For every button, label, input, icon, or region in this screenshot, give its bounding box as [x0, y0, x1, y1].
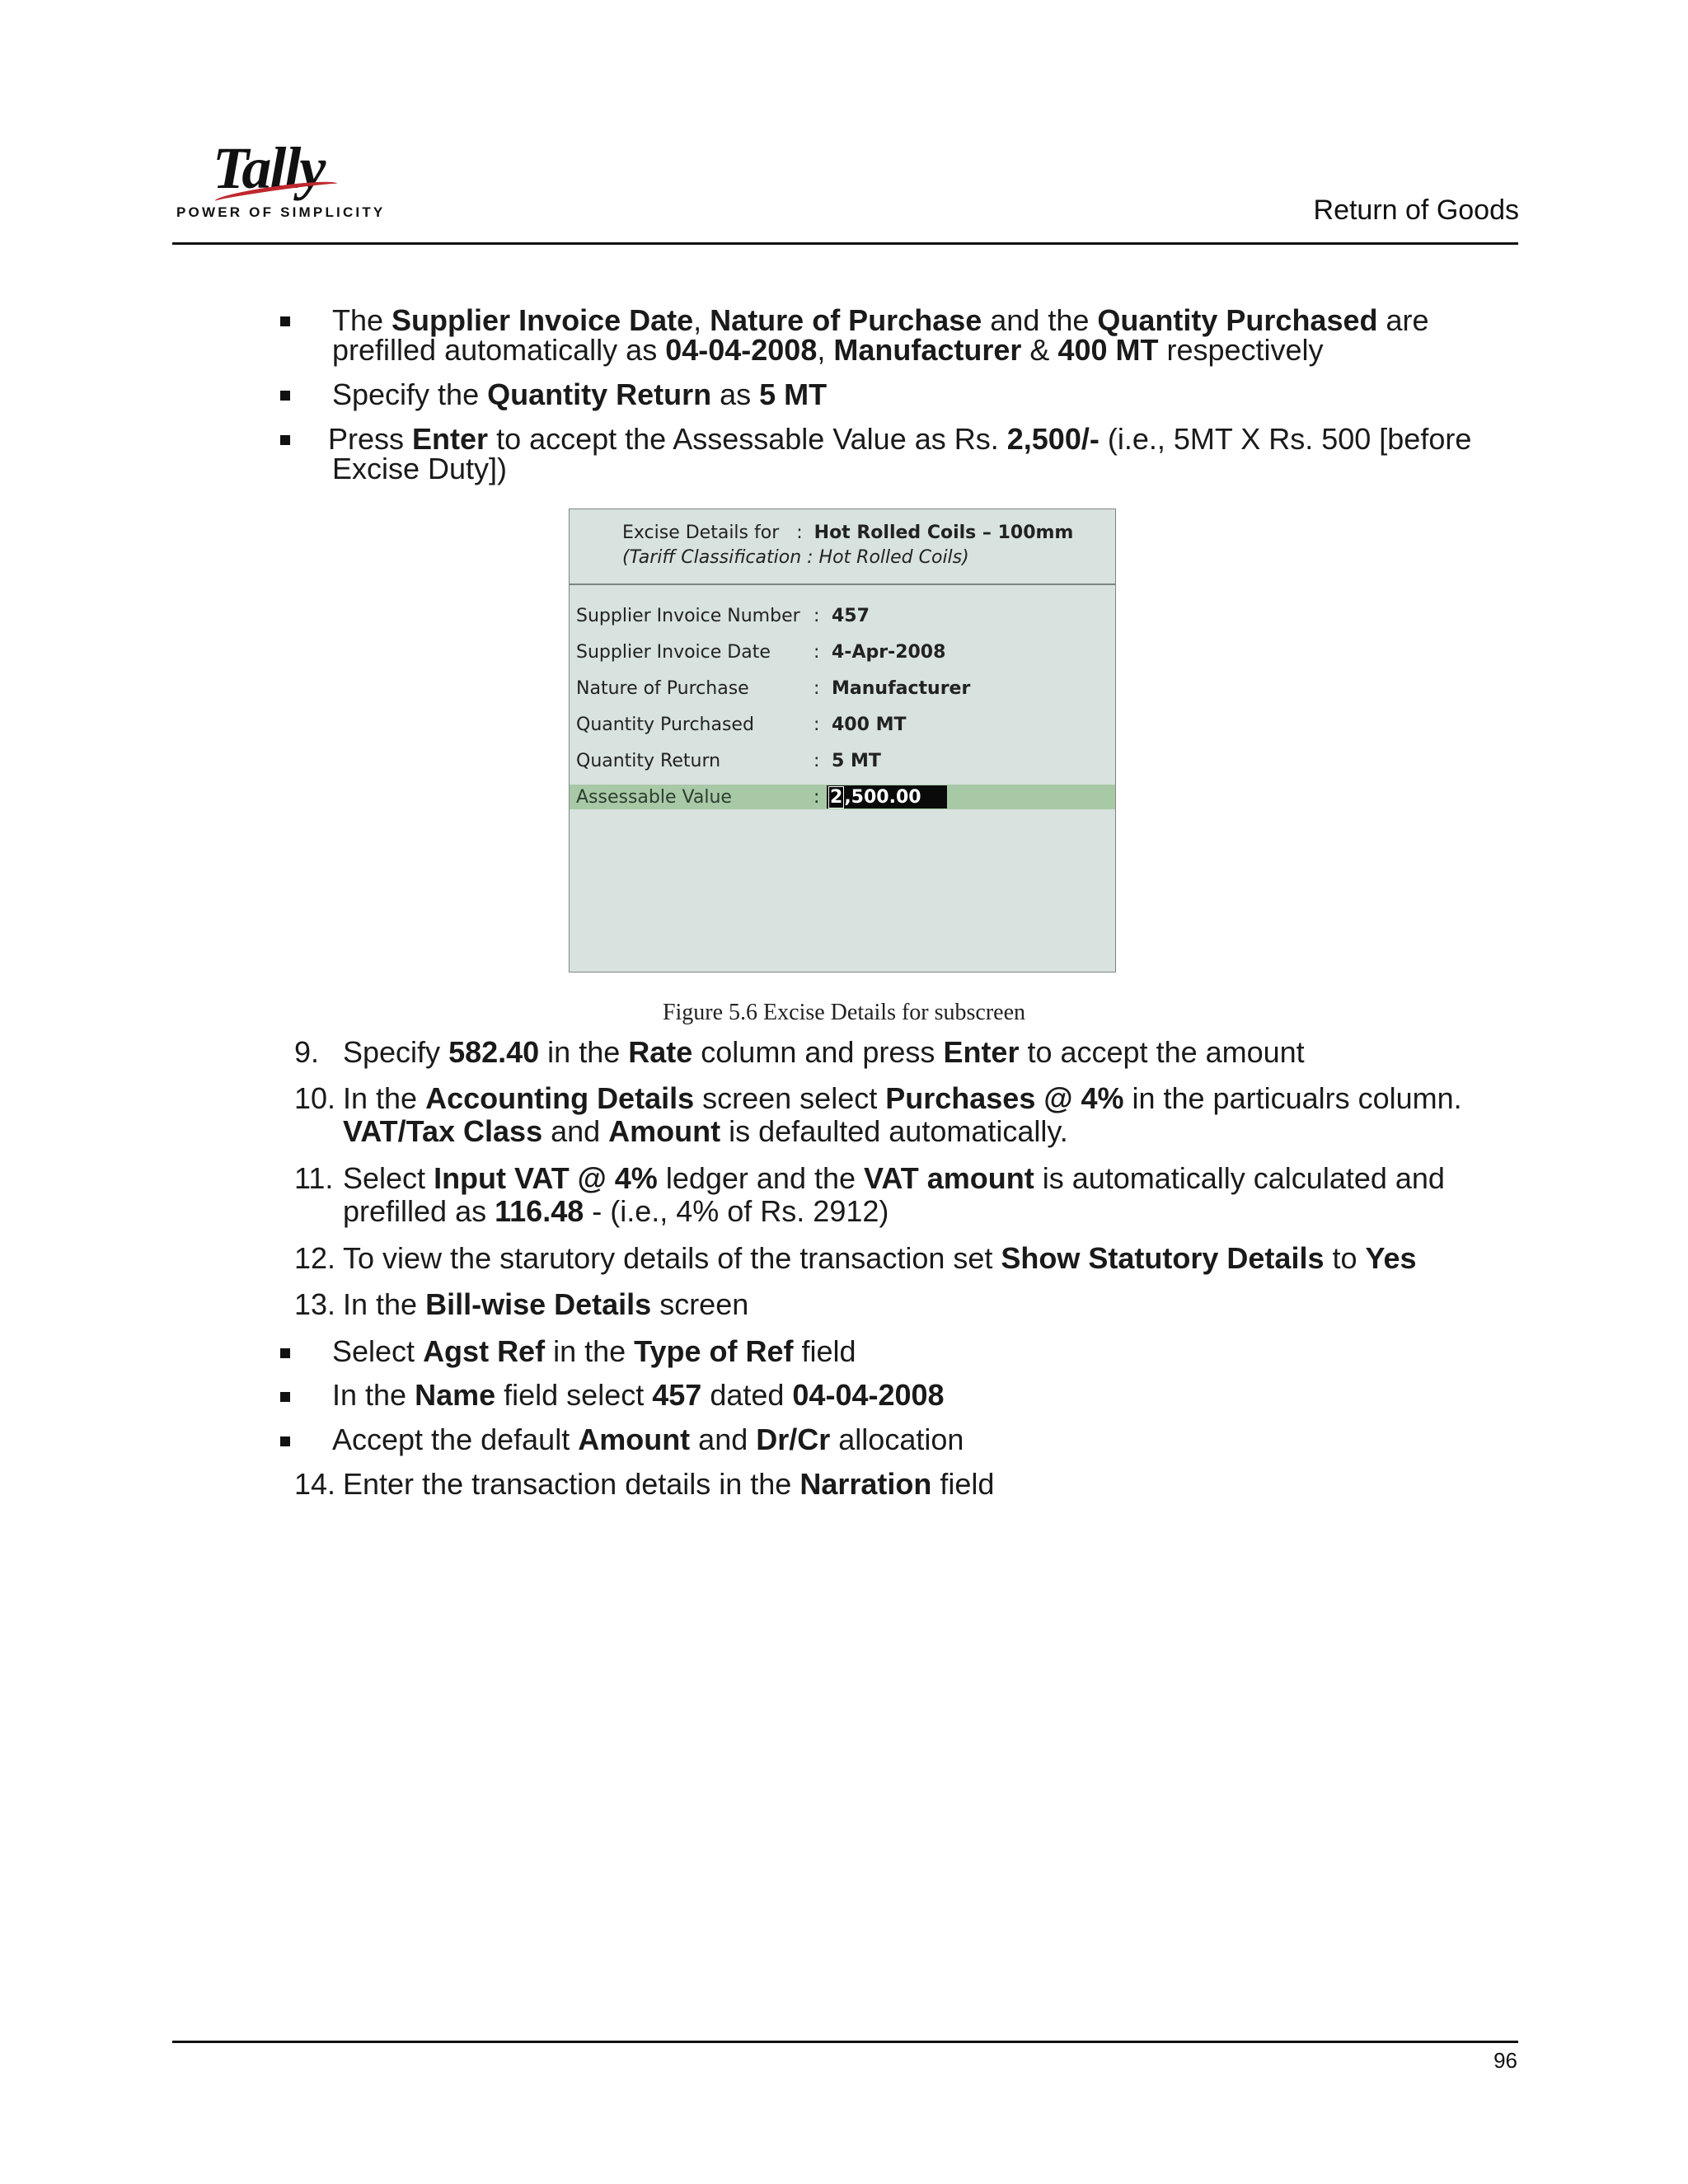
bullet-icon [280, 1436, 290, 1446]
step-9: 9. [294, 1035, 320, 1069]
step-9-text: Specify 582.40 in the Rate column and press Enter to accept the amount [343, 1035, 1305, 1069]
field-quantity-return[interactable] [570, 748, 1115, 773]
screen-subtitle: (Tariff Classification : Hot Rolled Coils) [622, 547, 969, 568]
field-label: Quantity Purchased [576, 715, 754, 735]
sub-bullet-2: In the Name field select 457 dated 04-04-2008 [332, 1378, 945, 1412]
field-label: Quantity Return [576, 751, 721, 771]
field-label: Nature of Purchase [576, 678, 749, 699]
field-value: 457 [832, 606, 870, 626]
field-colon: : [814, 787, 820, 808]
field-quantity-purchased[interactable] [570, 712, 1115, 737]
header-rule [172, 242, 1518, 245]
screen-header [570, 509, 1115, 585]
field-assessable-value[interactable] [570, 785, 1115, 809]
field-label: Supplier Invoice Number [576, 606, 800, 626]
step-13-number: 13. [294, 1287, 336, 1321]
logo-tagline: POWER OF SIMPLICITY [176, 204, 386, 220]
step-10-line-2: VAT/Tax Class and Amount is defaulted automatically. [343, 1114, 1068, 1148]
field-colon: : [814, 715, 820, 735]
bullet-3-line-2: Excise Duty]) [332, 452, 508, 485]
chapter-title: Return of Goods [1313, 194, 1519, 226]
field-supplier-invoice-date[interactable] [570, 640, 1115, 664]
bullet-1-line-1: The Supplier Invoice Date, Nature of Purchase and the Quantity Purchased are [332, 303, 1429, 337]
bullet-2-line-1: Specify the Quantity Return as 5 MT [332, 377, 828, 411]
footer-rule [172, 2041, 1518, 2043]
sub-bullet-3: Accept the default Amount and Dr/Cr allocation [332, 1422, 964, 1456]
step-13-text: In the Bill-wise Details screen [343, 1287, 749, 1321]
field-supplier-invoice-number[interactable] [570, 603, 1115, 628]
bullet-icon [280, 316, 290, 326]
step-10-line-1: In the Accounting Details screen select Purchases @ 4% in the particualrs column. [343, 1081, 1462, 1115]
bullet-icon [280, 1392, 290, 1402]
bullet-icon [280, 435, 290, 445]
bullet-icon [280, 391, 290, 401]
field-colon: : [814, 642, 820, 663]
step-11-line-2: prefilled as 116.48 - (i.e., 4% of Rs. 2912) [343, 1194, 889, 1228]
assessable-value-input[interactable]: 2,500.00 [827, 785, 947, 808]
field-value: 5 MT [832, 751, 881, 771]
field-value: 4-Apr-2008 [832, 642, 946, 663]
bullet-icon [280, 1348, 290, 1358]
field-nature-of-purchase[interactable] [570, 676, 1115, 701]
field-colon: : [814, 678, 820, 699]
screen-title: Excise Details for : Hot Rolled Coils – 100mm [622, 523, 1074, 543]
step-12-number: 12. [294, 1241, 336, 1275]
field-colon: : [814, 606, 820, 626]
bullet-3-line-1: Press Enter to accept the Assessable Value as Rs. 2,500/- (i.e., 5MT X Rs. 500 [before [328, 422, 1472, 456]
text-cursor: 2 [830, 787, 843, 808]
step-12-text: To view the starutory details of the transaction set Show Statutory Details to Yes [343, 1241, 1417, 1275]
tally-logo [173, 135, 386, 225]
field-value: Manufacturer [832, 678, 971, 699]
excise-details-screen [569, 509, 1116, 972]
step-14-number: 14. [294, 1467, 336, 1501]
field-label: Supplier Invoice Date [576, 642, 771, 663]
step-10-number: 10. [294, 1081, 336, 1115]
field-colon: : [814, 751, 820, 771]
step-11-number: 11. [294, 1161, 334, 1195]
field-value: 400 MT [832, 715, 907, 735]
step-11-line-1: Select Input VAT @ 4% ledger and the VAT amount is automatically calculated and [343, 1161, 1445, 1195]
figure-caption: Figure 5.6 Excise Details for subscreen [662, 1000, 1026, 1025]
sub-bullet-1: Select Agst Ref in the Type of Ref field [332, 1334, 856, 1368]
page-number: 96 [1493, 2048, 1517, 2073]
bullet-1-line-2: prefilled automatically as 04-04-2008, Manufacturer & 400 MT respectively [332, 333, 1324, 367]
logo-wordmark: Tally [213, 135, 325, 201]
step-14-text: Enter the transaction details in the Narration field [343, 1467, 995, 1501]
field-label: Assessable Value [576, 787, 732, 808]
